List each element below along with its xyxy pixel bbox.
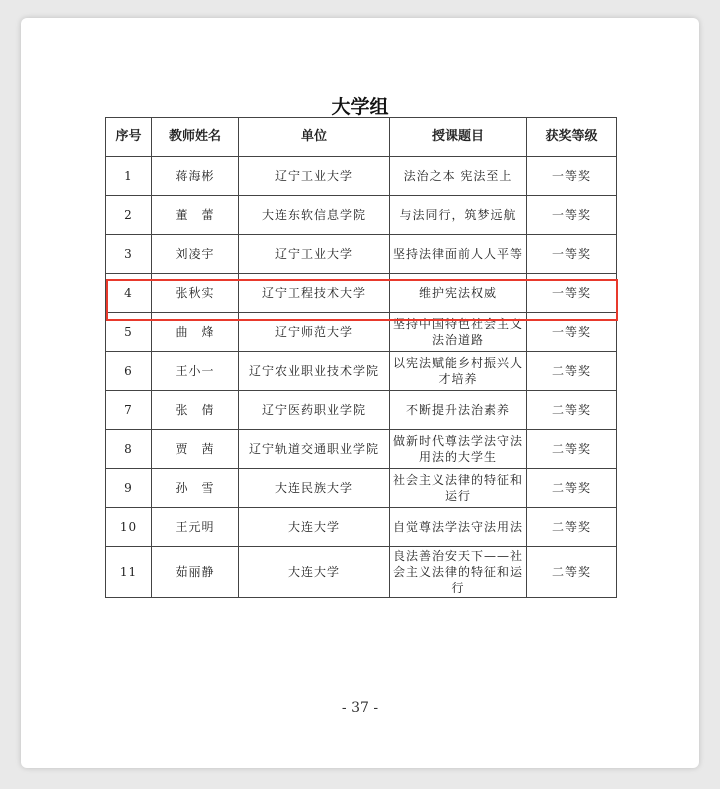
cell-no: 7: [106, 391, 152, 430]
cell-topic: 法治之本 宪法至上: [390, 157, 527, 196]
cell-award: 二等奖: [527, 469, 617, 508]
cell-unit: 辽宁医药职业学院: [239, 391, 390, 430]
cell-award: 二等奖: [527, 352, 617, 391]
table-row: [106, 469, 617, 508]
page-title: 大学组: [331, 96, 389, 118]
cell-topic: 不断提升法治素养: [390, 391, 527, 430]
cell-name: 贾 茜: [152, 430, 239, 469]
cell-award: 一等奖: [527, 235, 617, 274]
table-row: [106, 313, 617, 352]
cell-name: 王元明: [152, 508, 239, 547]
table-row: [106, 235, 617, 274]
table-row: [106, 547, 617, 598]
cell-topic: 维护宪法权威: [390, 274, 527, 313]
cell-unit: 大连民族大学: [239, 469, 390, 508]
cell-award: 一等奖: [527, 157, 617, 196]
cell-no: 2: [106, 196, 152, 235]
cell-no: 8: [106, 430, 152, 469]
cell-topic: 自觉尊法学法守法用法: [390, 508, 527, 547]
cell-award: 一等奖: [527, 313, 617, 352]
cell-unit: 辽宁工业大学: [239, 235, 390, 274]
cell-unit: 大连大学: [239, 547, 390, 598]
document-page: [21, 18, 699, 768]
table-row: [106, 352, 617, 391]
cell-name: 张 倩: [152, 391, 239, 430]
table-row: [106, 508, 617, 547]
cell-no: 10: [106, 508, 152, 547]
header-name: 教师姓名: [152, 118, 239, 157]
table-header-row: [106, 118, 617, 157]
header-topic: 授课题目: [390, 118, 527, 157]
cell-unit: 大连东软信息学院: [239, 196, 390, 235]
cell-no: 3: [106, 235, 152, 274]
cell-award: 二等奖: [527, 547, 617, 598]
cell-name: 曲 烽: [152, 313, 239, 352]
cell-name: 孙 雪: [152, 469, 239, 508]
cell-award: 二等奖: [527, 391, 617, 430]
cell-unit: 辽宁轨道交通职业学院: [239, 430, 390, 469]
cell-award: 二等奖: [527, 508, 617, 547]
cell-topic: 做新时代尊法学法守法用法的大学生: [390, 430, 527, 469]
table-row-highlighted: [106, 274, 617, 313]
cell-unit: 大连大学: [239, 508, 390, 547]
cell-topic: 坚持中国特色社会主义法治道路: [390, 313, 527, 352]
cell-unit: 辽宁工业大学: [239, 157, 390, 196]
cell-no: 5: [106, 313, 152, 352]
cell-no: 6: [106, 352, 152, 391]
cell-unit: 辽宁工程技术大学: [239, 274, 390, 313]
cell-topic: 与法同行，筑梦远航: [390, 196, 527, 235]
cell-name: 蒋海彬: [152, 157, 239, 196]
cell-award: 一等奖: [527, 274, 617, 313]
cell-no: 9: [106, 469, 152, 508]
cell-topic: 以宪法赋能乡村振兴人才培养: [390, 352, 527, 391]
cell-topic: 良法善治安天下——社会主义法律的特征和运行: [390, 547, 527, 598]
cell-no: 1: [106, 157, 152, 196]
cell-unit: 辽宁农业职业技术学院: [239, 352, 390, 391]
header-unit: 单位: [239, 118, 390, 157]
cell-name: 茹丽静: [152, 547, 239, 598]
table-row: [106, 196, 617, 235]
header-award: 获奖等级: [527, 118, 617, 157]
table-row: [106, 430, 617, 469]
header-no: 序号: [106, 118, 152, 157]
awards-table: [105, 117, 617, 598]
table-row: [106, 157, 617, 196]
cell-no: 11: [106, 547, 152, 598]
cell-name: 王小一: [152, 352, 239, 391]
cell-award: 二等奖: [527, 430, 617, 469]
page-number: - 37 -: [341, 700, 379, 716]
cell-name: 张秋实: [152, 274, 239, 313]
cell-name: 刘凌宇: [152, 235, 239, 274]
table-row: [106, 391, 617, 430]
cell-name: 董 蕾: [152, 196, 239, 235]
cell-unit: 辽宁师范大学: [239, 313, 390, 352]
cell-topic: 社会主义法律的特征和运行: [390, 469, 527, 508]
cell-no: 4: [106, 274, 152, 313]
cell-topic: 坚持法律面前人人平等: [390, 235, 527, 274]
cell-award: 一等奖: [527, 196, 617, 235]
